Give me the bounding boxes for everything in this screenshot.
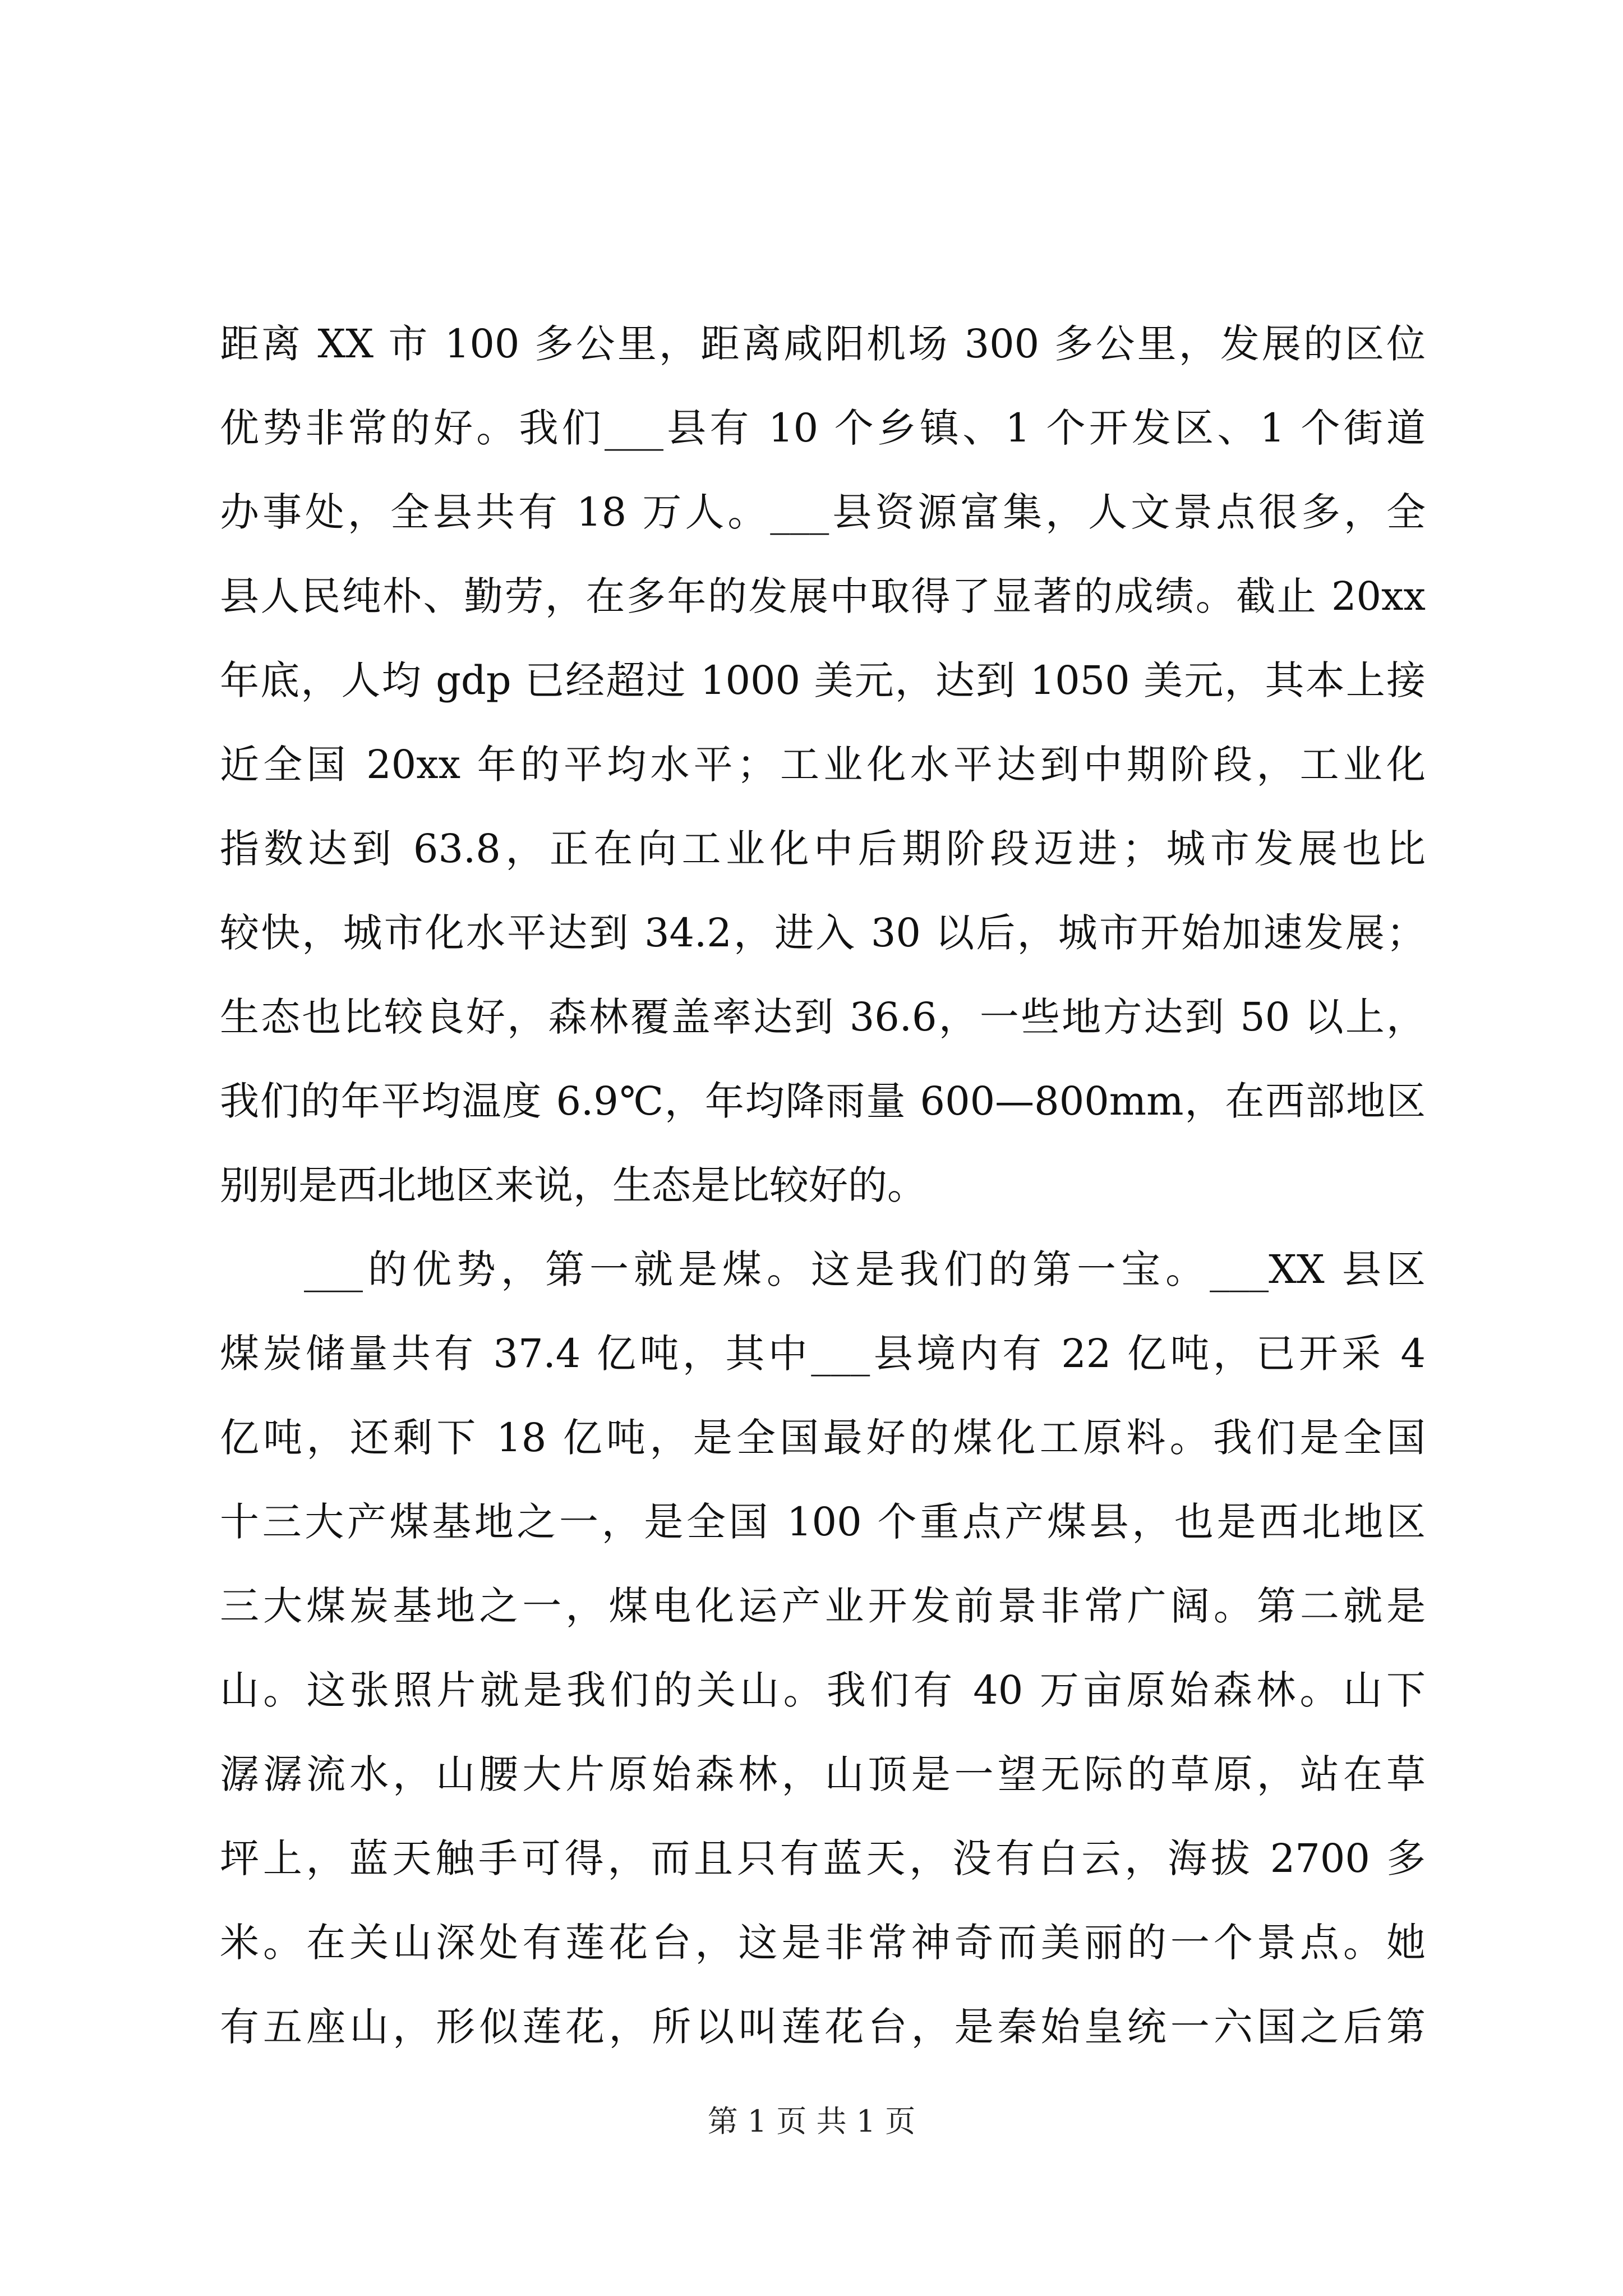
text-line: 米。在关山深处有莲花台，这是非常神奇而美丽的一个景点。她 (220, 1920, 1426, 1966)
text-line: 亿吨，还剩下 18 亿吨，是全国最好的煤化工原料。我们是全国 (220, 1415, 1426, 1461)
document-body (220, 302, 1426, 2069)
paragraph-start-line: ___的优势，第一就是煤。这是我们的第一宝。___XX 县区 (304, 1246, 1426, 1292)
text-line: 较快，城市化水平达到 34.2，进入 30 以后，城市开始加速发展； (220, 910, 1426, 956)
page-number-footer: 第 1 页 共 1 页 (707, 2104, 916, 2139)
text-line: 指数达到 63.8，正在向工业化中后期阶段迈进；城市发展也比 (220, 826, 1426, 872)
text-line: 三大煤炭基地之一，煤电化运产业开发前景非常广阔。第二就是 (220, 1583, 1426, 1629)
text-line: 近全国 20xx 年的平均水平；工业化水平达到中期阶段，工业化 (220, 742, 1426, 788)
text-line: 县人民纯朴、勤劳，在多年的发展中取得了显著的成绩。截止 20xx (220, 573, 1426, 619)
text-line: 我们的年平均温度 6.9℃，年均降雨量 600—800mm，在西部地区 (220, 1078, 1426, 1124)
text-line: 潺潺流水，山腰大片原始森林，山顶是一望无际的草原，站在草 (220, 1751, 1426, 1797)
text-line: 山。这张照片就是我们的关山。我们有 40 万亩原始森林。山下 (220, 1667, 1426, 1713)
text-line: 生态也比较良好，森林覆盖率达到 36.6，一些地方达到 50 以上， (220, 994, 1426, 1040)
text-line: 年底，人均 gdp 已经超过 1000 美元，达到 1050 美元，其本上接 (220, 657, 1426, 703)
text-line: 办事处，全县共有 18 万人。___县资源富集，人文景点很多，全 (220, 489, 1426, 535)
paragraph-end-line: 别别是西北地区来说，生态是比较好的。 (220, 1162, 926, 1208)
text-line: 煤炭储量共有 37.4 亿吨，其中___县境内有 22 亿吨，已开采 4 (220, 1331, 1426, 1377)
text-line: 优势非常的好。我们___县有 10 个乡镇、1 个开发区、1 个街道 (220, 405, 1426, 451)
text-line: 十三大产煤基地之一，是全国 100 个重点产煤县，也是西北地区 (220, 1499, 1426, 1545)
text-line: 有五座山，形似莲花，所以叫莲花台，是秦始皇统一六国之后第 (220, 2004, 1426, 2050)
text-line: 距离 XX 市 100 多公里，距离咸阳机场 300 多公里，发展的区位 (220, 321, 1426, 367)
text-line: 坪上，蓝天触手可得，而且只有蓝天，没有白云，海拔 2700 多 (220, 1835, 1426, 1881)
